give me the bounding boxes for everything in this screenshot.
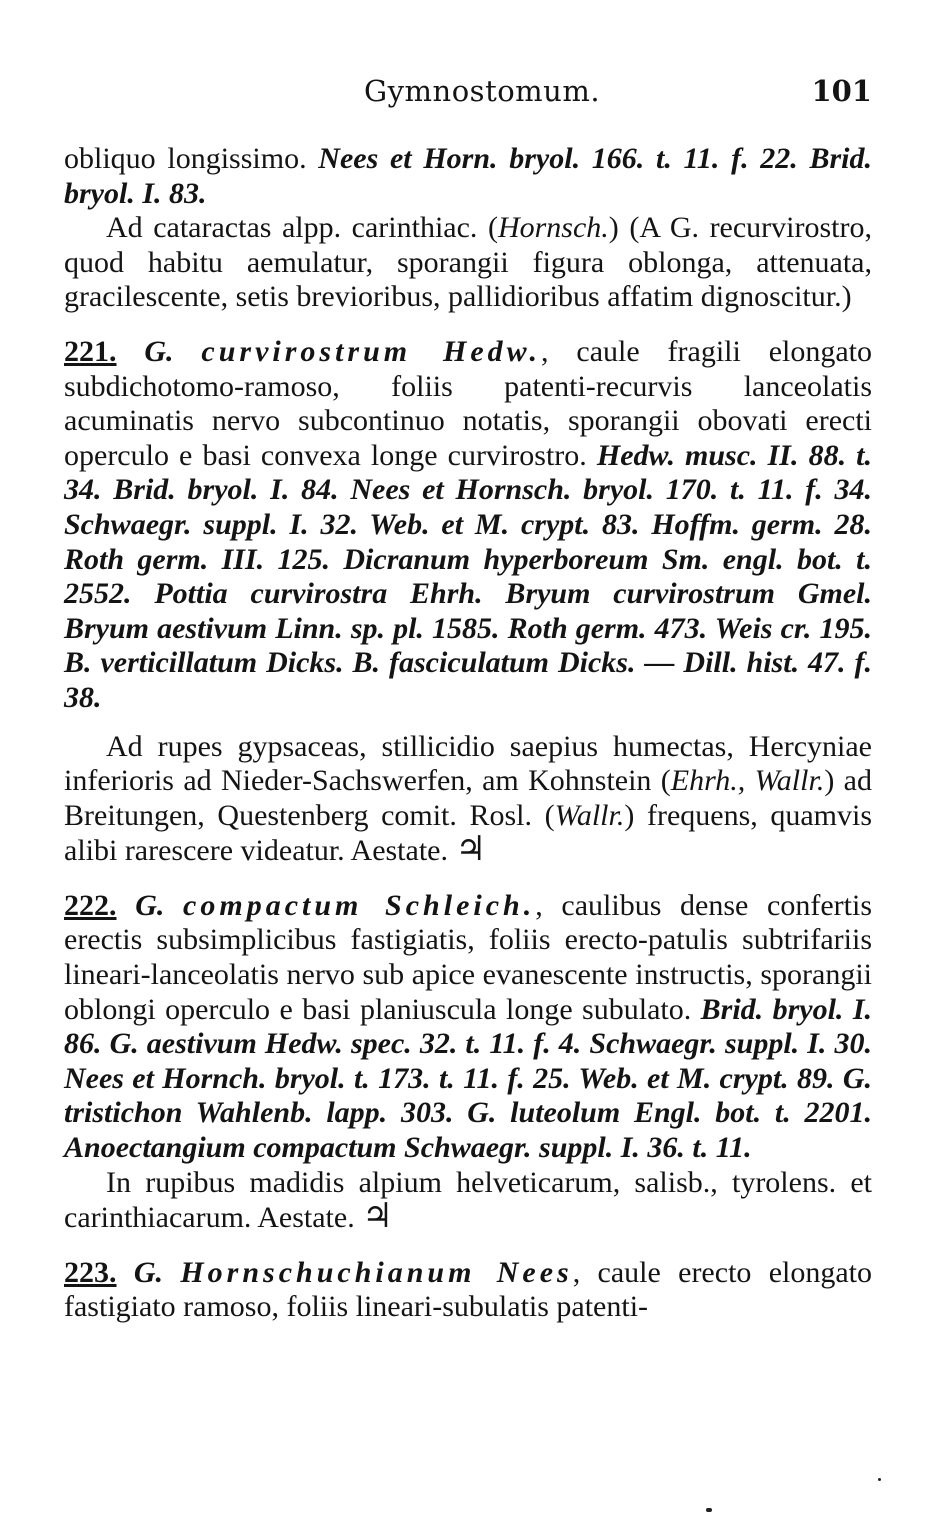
page-header	[64, 74, 872, 124]
entry-references: Hedw. musc. II. 88. t. 34. Brid. bryol. I. 84. Nees et Hornsch. bryol. 170. t. 11. f. 34. Schwaegr. suppl. I. 32. Web. et M. crypt. 83. Hoffm. germ. 28. Roth germ. III. 125. Dicranum hyperboreum Sm. engl. bot. t. 2552. Pottia curvirostra Ehrh. Bryum curvirostrum Gmel. Bryum aestivum Linn. sp. pl. 1585. Roth germ. 473. Weis cr. 195. B. verticillatum Dicks. B. fasciculatum Dicks. — Dill. hist. 47. f. 38.	[64, 438, 873, 714]
habitat-note-text-a: Ad cataractas alpp. carinthiac. (	[106, 211, 498, 245]
continuation-text: obliquo longissimo.	[64, 142, 307, 175]
entry-description: , caule fragili elongato subdichotomo-ramoso, foliis patenti-recurvis lanceolatis acuminatis nervo subcontinuo notatis, sporangii obovati erecti operculo e basi convexa longe curvirostro.	[64, 334, 873, 472]
body-text	[64, 142, 872, 1325]
entry-genus: G.	[133, 1255, 163, 1289]
print-speck	[706, 1508, 712, 1512]
habitat-text-a: Ad rupes gypsaceas, stillicidio saepius humectas, Hercyniae inferioris ad Nieder-Sachswerfen, am Kohnstein (	[64, 729, 872, 798]
habitat-note-text-b: ) (A G. recurvirostro, quod habitu aemulatur, sporangii figura oblonga, attenuata, gracilescente, setis brevioribus, pallidioribus affatim dignoscitur.)	[64, 211, 873, 314]
entry-description: , caulibus dense confertis erectis subsimplicibus fastigiatis, foliis erecto-patulis subtrifariis lineari-lanceolatis nervo sub apice evanescente instructis, sporangii oblongi operculo e basi planiuscula longe subulato.	[64, 888, 872, 1026]
habitat-authors-b: Wallr.	[554, 798, 625, 832]
entry-222-habitat	[64, 1166, 872, 1236]
habitat-text-b: ) ad Breitungen, Questenberg comit. Rosl. (	[64, 764, 872, 832]
entry-references: Brid. bryol. I. 86. G. aestivum Hedw. spec. 32. t. 11. f. 4. Schwaegr. suppl. I. 30. Nees et Hornch. bryol. t. 173. t. 11. f. 25. Web. et M. crypt. 89. G. tristichon Wahlenb. lapp. 303. G. luteolum Engl. bot. t. 2201. Anoectangium compactum Schwaegr. suppl. I. 36. t. 11.	[64, 992, 872, 1165]
perennial-symbol-icon: ♃	[455, 831, 486, 869]
entry-223	[64, 1256, 872, 1325]
entry-genus: G.	[144, 334, 174, 368]
habitat-text-c: ) frequens, quamvis alibi rarescere videatur. Aestate.	[64, 798, 873, 868]
habitat-text: In rupibus madidis alpium helveticarum, salisb., tyrolens. et carinthiacarum. Aestate.	[64, 1165, 872, 1235]
page-number: 101	[811, 74, 872, 108]
entry-221	[64, 335, 872, 716]
paragraph-continuation	[64, 142, 872, 211]
running-title: Gymnostomum.	[364, 74, 601, 108]
perennial-symbol-icon: ♃	[362, 1198, 393, 1236]
entry-number: 222.	[64, 888, 117, 922]
paragraph-habitat-note	[64, 211, 872, 315]
entry-number: 221.	[64, 334, 117, 368]
entry-number: 223.	[64, 1255, 117, 1289]
entry-221-habitat	[64, 730, 872, 869]
entry-species-name: curvirostrum Hedw.	[201, 334, 542, 368]
entry-species-name: compactum Schleich.	[183, 888, 536, 922]
entry-222	[64, 889, 872, 1166]
print-speck	[878, 1478, 881, 1481]
entry-genus: G.	[135, 888, 165, 922]
entry-description: , caule erecto elongato fastigiato ramoso, foliis lineari-subulatis patenti-	[64, 1255, 873, 1324]
continuation-references: Nees et Horn. bryol. 166. t. 11. f. 22. Brid. bryol. I. 83.	[64, 142, 873, 210]
habitat-authors-a: Ehrh., Wallr.	[670, 764, 825, 798]
habitat-note-author: Hornsch.	[497, 211, 609, 245]
entry-species-name: Hornschuchianum Nees	[180, 1255, 573, 1289]
